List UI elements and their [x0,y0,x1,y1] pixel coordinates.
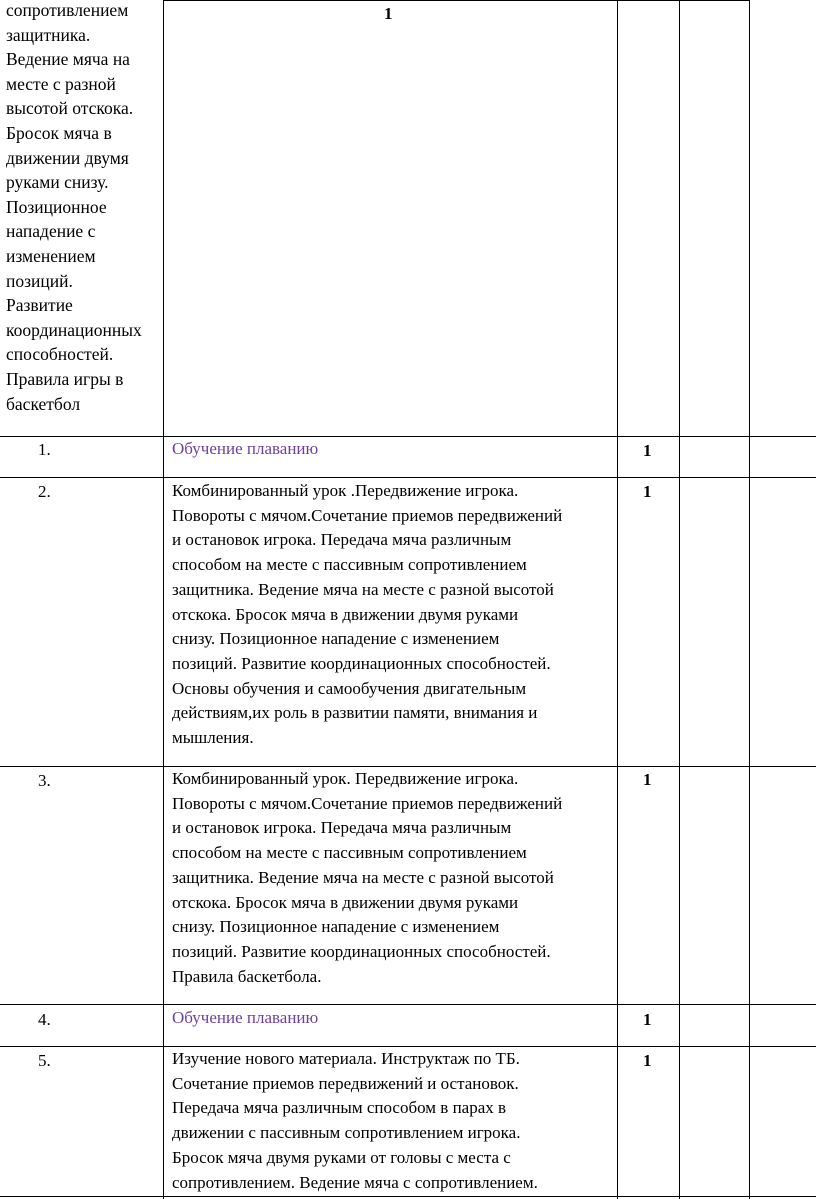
text-line: Изучение нового материала. Инструктаж по ТБ. [172,1049,520,1068]
grid-line [0,1196,816,1197]
text-line: движении двумя [6,147,129,168]
text-line: Правила баскетбола. [172,966,322,986]
text-line: Обучение плаванию [172,1008,319,1027]
text-line: снизу. Позиционное нападение с изменением [172,629,500,649]
topic-text [172,437,612,462]
grid-line [0,477,816,478]
text-line: способностей. [6,344,114,365]
topic-text [172,1047,612,1195]
grid-line [0,1004,816,1005]
text-line: сопротивлением [6,0,129,20]
hours-cell: 1 [643,482,652,501]
text-line: и остановок игрока. Передача мяча различным [172,818,512,838]
text-line: Бросок мяча в [6,122,112,143]
text-line: позиций. [6,270,73,291]
text-line: Ведение мяча на [6,49,130,70]
grid-line [617,0,618,436]
text-line: координационных [6,319,142,340]
hours-cell: 1 [643,770,652,789]
text-line: защитника. [6,24,91,45]
topic-text [172,1006,612,1031]
grid-line [163,0,750,1]
text-line: мышления. [172,728,254,748]
continued-topic-text [6,0,158,416]
row-number: 2. [38,482,51,501]
text-line: снизу. Позиционное нападение с изменением [172,917,500,937]
hours-cell: 1 [643,1051,652,1070]
grid-line [617,436,618,1199]
text-line: отскока. Бросок мяча в движении двумя руками [172,604,519,624]
text-line: защитника. Ведение мяча на месте с разной высотой [172,867,554,887]
text-line: позиций. Развитие координационных способностей. [172,941,551,961]
grid-line [749,0,750,436]
text-line: способом на месте с пассивным сопротивлением [172,843,527,863]
topic-text [172,767,612,989]
hours-cell: 1 [643,1010,652,1029]
text-line: Повороты с мячом.Сочетание приемов передвижений [172,505,563,525]
text-line: баскетбол [6,393,81,414]
text-line: действиям,их роль в развитии памяти, внимания и [172,703,538,723]
text-line: руками снизу. [6,172,109,193]
text-line: Обучение плаванию [172,439,319,458]
grid-line [163,0,164,436]
text-line: Повороты с мячом.Сочетание приемов передвижений [172,793,563,813]
grid-line [163,436,164,1199]
text-line: нападение с [6,221,96,242]
text-line: Позиционное [6,196,107,217]
text-line: движении с пассивным сопротивлением игрока. [172,1123,521,1143]
text-line: высотой отскока. [6,98,134,119]
row-number: 5. [38,1051,51,1070]
row-number: 1. [38,440,51,459]
text-line: изменением [6,245,96,266]
text-line: месте с разной [6,73,116,94]
text-line: отскока. Бросок мяча в движении двумя руками [172,892,519,912]
text-line: Комбинированный урок. Передвижение игрока. [172,769,519,788]
text-line: и остановок игрока. Передача мяча различным [172,530,512,550]
hours-cell: 1 [643,441,652,460]
text-line: позиций. Развитие координационных способностей. [172,653,551,673]
text-line: сопротивлением. Ведение мяча с сопротивлением. [172,1172,538,1192]
row-number: 3. [38,771,51,790]
text-line: Сочетание приемов передвижений и остановок. [172,1073,519,1093]
text-line: Комбинированный урок .Передвижение игрока. [172,481,519,500]
text-line: Передача мяча различным способом в парах в [172,1098,507,1118]
hours-cell: 1 [384,4,393,23]
text-line: Развитие [6,295,73,316]
text-line: Основы обучения и самообучения двигательным [172,678,527,698]
text-line: защитника. Ведение мяча на месте с разной высотой [172,579,554,599]
grid-line [749,436,750,1199]
grid-line [679,0,680,436]
text-line: способом на месте с пассивным сопротивлением [172,555,527,575]
text-line: Бросок мяча двумя руками от головы с места с [172,1147,511,1167]
topic-text [172,479,612,751]
text-line: Правила игры в [6,368,124,389]
row-number: 4. [38,1010,51,1029]
grid-line [679,436,680,1199]
